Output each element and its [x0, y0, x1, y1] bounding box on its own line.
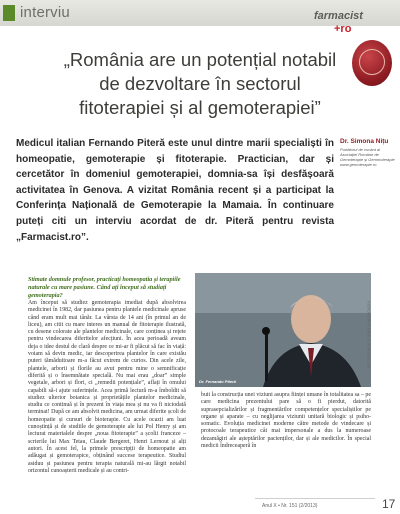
article-title — [0, 48, 400, 120]
photo-caption: Dr. Fernando Piteră — [199, 379, 236, 384]
portrait-illustration — [195, 273, 371, 387]
magazine-logo: farmacist — [314, 10, 363, 22]
author-name: Dr. Simona Nițu — [340, 138, 389, 145]
issue-info: Anul X • Nr. 151 (2/2013) — [262, 503, 318, 509]
photo-credit: FOTOGRAFIE: FIRMA A MEDICAZUI — [367, 300, 371, 368]
page-number: 17 — [382, 497, 396, 511]
footer-divider — [255, 498, 375, 499]
article-title-line: fitoterapiei și al gemoterapiei” — [79, 97, 321, 118]
author-box — [340, 138, 398, 167]
magazine-logo-suffix: +ro — [334, 23, 352, 35]
section-marker — [3, 5, 15, 21]
body-column-right: buit la construcția unei viziuni asupra ființei umane în totalitatea sa – pe care medicina prezentului pare să o fi pierdut, datorită suprasepcializărilor și fragmentărilor competențelor specialiștilor pe organe și aparate – cu neglijarea viziunii unitară biologic și psiho-somatic. Evoluția medicinei moderne către metode de vindecare și protocoale terapeutice cât mai impersonale a dus la numeroase dezamăgiri ale așteptărilor pacienților, dar și ale medicilor. În special medicii îndreceaperă în — [201, 392, 371, 450]
section-label: interviu — [20, 4, 70, 21]
author-role: Purtătorul de cuvânt al Asociației Române de Gemoterapie și Gemmoterapie www.gemoterapie.ro — [340, 147, 395, 167]
portrait-photo — [195, 273, 371, 387]
interview-question: Stimate domnule profesor, practicați homeopatia și terapiile naturale cu mare pasiune. Când ați început să studiați gemoterapia? — [28, 276, 181, 299]
article-title-line: de dezvoltare în sectorul — [99, 73, 301, 94]
article-lead: Medicul italian Fernando Piteră este unul dintre marii specialiști în homeopatie, gemoterapie și fitoterapie. Practician, dar și cercetător în domeniul gemoterapiei, domnia-sa își desfășoară activitatea în Genova. A vizitat România recent și a participat la Conferința Națională de Gemoterapie la Mamaia. În continuare puteți citi un interviu acordat de dr. Piteră pentru revista „Farmacist.ro”. — [16, 138, 334, 243]
body-column-left: Am început să studiez gemoterapia imediat după absolvirea medicinei în 1982, dar pasiunea pentru plantele medicinale apruse când eram mult mai tânăr. La vârsta de 14 ani (în primul an de liceu), am citit cu mare interes un manual de fitoterapie ilustrată, cu desene colorate ale plantelor medicinale, care conținea și rețete pentru vindecarea diferitelor afecțiuni. În acea perioadă aveam deja o idee destul de clară despre ce mi-ar fi plăcut să fac în viață: voiam să devin medic, iar descoperirea plantelor în care existău puteri tămăduitoare m-a făcut extrem de curios. Din acele zile, plantele, arborii și florile au avut pentru mine o semnificație diferită și o însemnătate specială. Nu mai erau „doar” simple vegetale, arbori și flori, ci „remedii potențiale”, aflați în omului capabili să-i ajute suferințele. Acea primă lectură m-a îmboldit să studiez ulterior botanica și proprietățile plantelor medicinale, studiu ce continuă și în prezent în viața mea și nu va fi niciodată terminat! După ce am absolvit medicina, am urmat diferite școli de homeopatie și cursuri de bioterapie. Cu acele ocazii am luat cunoștință și de studiile de gemoterapie ale lui Pol Henry și am lecturat materialele despre „noua fitoterapie” a școlii franceze – scrierile lui Max Tetau, Claude Bergeret, Henri Lernout și alți autori. În acest fel, la primele prescripții de homeopatie am adăugat și gemoterapice, obținând succese terapeutice. Studiul asiduu și pasiunea pentru terapia naturală mi-au lărgit notabil orizontul cunoașterii medicale și au contri- — [28, 300, 186, 474]
article-title-line: „România are un potențial notabil — [63, 49, 337, 70]
